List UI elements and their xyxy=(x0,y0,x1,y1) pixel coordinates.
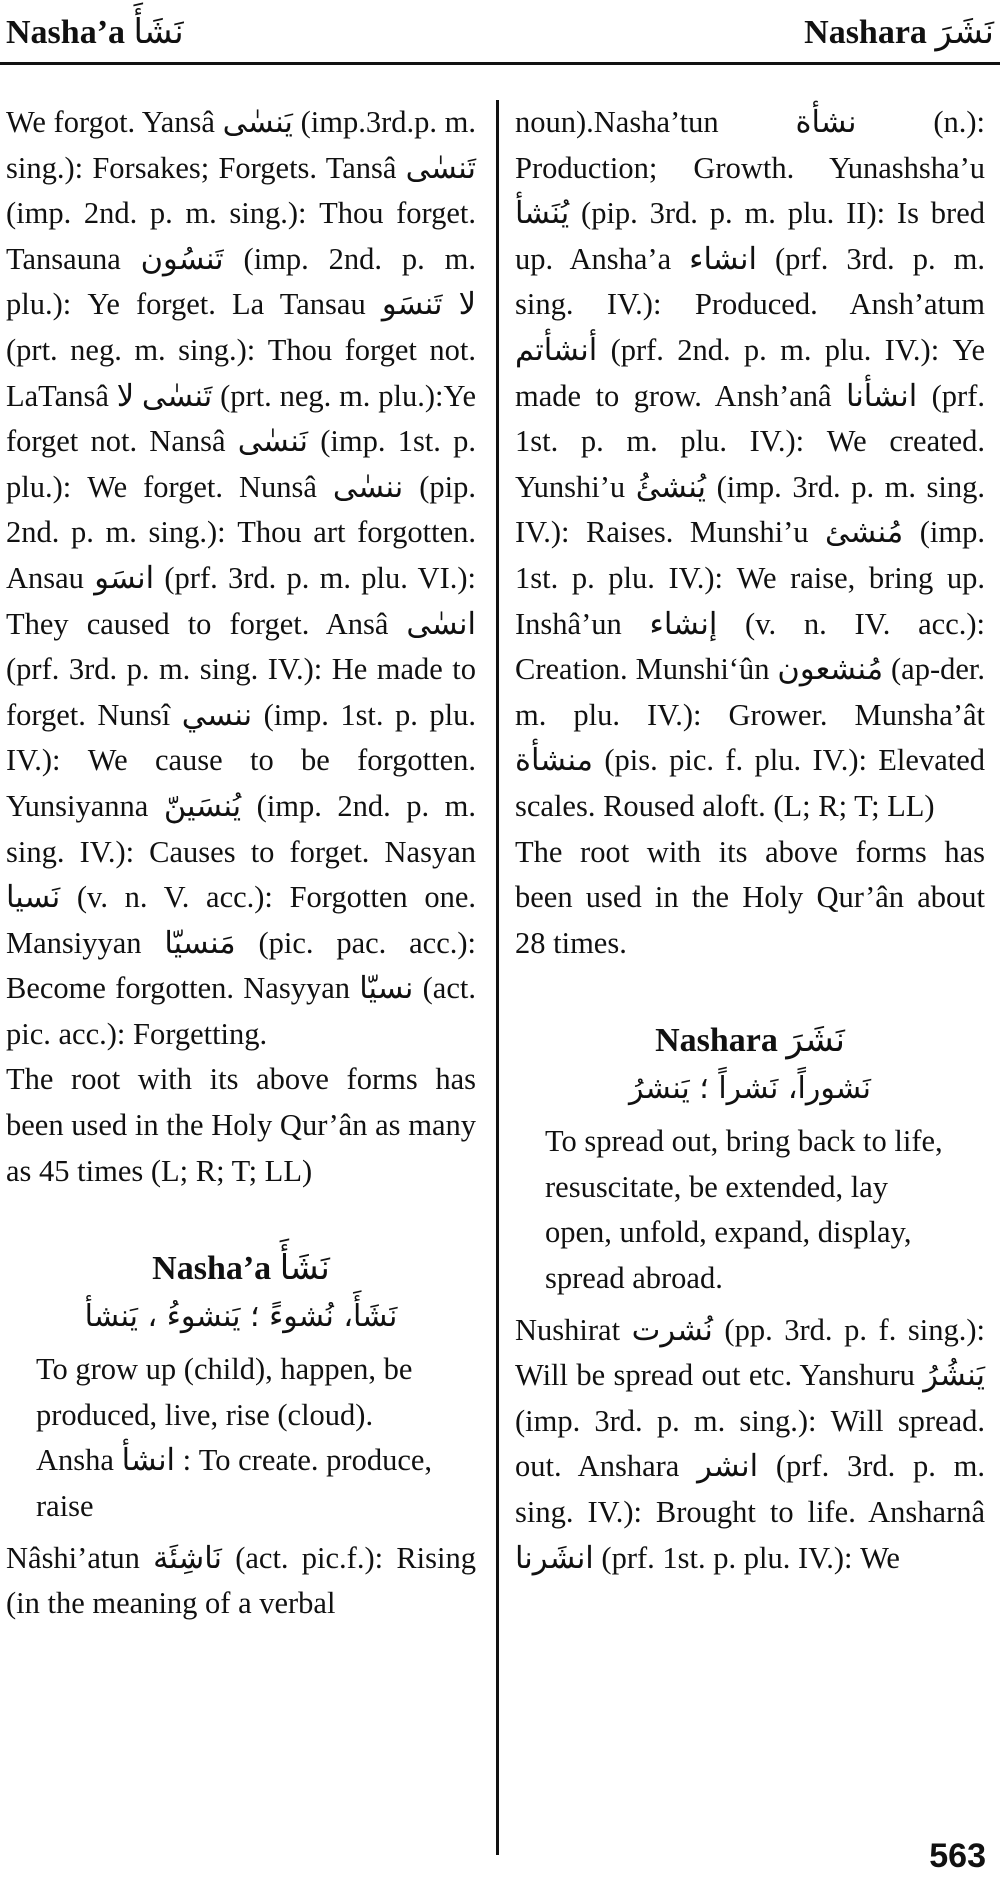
right-head-forms: نَشوراً، نَشراً ؛ يَنشرُ xyxy=(629,1071,871,1107)
left-entry-text: We forgot. Yansâ يَنسٰى (imp.3rd.p. m. sing.): Forsakes; Forgets. Tansâ تَنسٰى (imp. 2nd. p. m. sing.): Thou forget. Tansauna تَنسُون (imp. 2nd. p. m. plu.): Ye forget. La Tansau لا تَنسَو (prt. neg. m. sing.): Thou forget not. LaTansâ تَنسٰى لا (prt. neg. m. plu.):Ye forget not. Nansâ نَنسٰى (imp. 1st. p. plu.): We forget. Nunsâ ننسٰى (pip. 2nd. p. m. sing.): Thou art forgotten. Ansau انسَو (prf. 3rd. p. m. plu. VI.): They caused to forget. Ansâ انسٰى (prf. 3rd. p. m. sing. IV.): He made to forget. Nunsî ننسي (imp. 1st. p. plu. IV.): We cause to be forgotten. Yunsiyanna يُنسَينّ (imp. 2nd. p. m. sing. IV.): Causes to forget. Nasyan نَسيا (v. n. V. acc.): Forgotten one. Mansiyyan مَنسيّا (pic. pac. acc.): Become forgotten. Nasyyan نسيّا (act. pic. acc.): Forgetting. xyxy=(6,105,477,1051)
left-root-note: The root with its above forms has been used in the Holy Qur’ân as many as 45 times (L; R; T; LL) xyxy=(6,1062,476,1188)
right-entry-text: noun).Nasha’tun نشأة (n.): Production; Growth. Yunashsha’u يُنَشأ (pip. 3rd. p. m. plu. II): Is bred up. Ansha’a انشاء (prf. 3rd. p. m. sing. IV.): Produced. Ansh’atum أنشأتم (prf. 2nd. p. m. plu. IV.): Ye made to grow. Ansh’anâ انشأنا (prf. 1st. p. m. plu. IV.): We created. Yunshi’u يُنشئُ (imp. 3rd. p. m. sing. IV.): Raises. Munshi’u مُنشئ (imp. 1st. p. plu. IV.): We raise, bring up. Inshâ’un إنشاء (v. n. IV. acc.): Creation. Munshi‘ûn مُنشعون (ap-der. m. plu. IV.): Grower. Munsha’ât منشأة (pis. pic. f. plu. IV.): Elevated scales. Roused aloft. (L; R; T; LL) xyxy=(515,105,985,823)
right-root-note: The root with its above forms has been used in the Holy Qur’ân about 28 times. xyxy=(515,834,985,960)
right-head-word: Nashara xyxy=(655,1022,778,1060)
header-left-word: Nasha’a xyxy=(6,14,126,51)
page-number: 563 xyxy=(929,1837,986,1875)
right-head-arabic: نَشَرَ xyxy=(786,1020,845,1061)
left-head xyxy=(6,1244,476,1293)
left-head-arabic: نَشَأَ xyxy=(279,1248,330,1289)
header-right xyxy=(804,12,994,52)
left-head-forms: نَشَأَ، نُشوءً ؛ يَنشوءُ ، يَنشأ xyxy=(84,1299,398,1335)
right-column xyxy=(515,100,985,1581)
header-right-word: Nashara xyxy=(804,14,927,51)
column-divider xyxy=(496,100,499,1855)
left-column xyxy=(6,100,476,1627)
running-header xyxy=(0,0,1000,65)
header-left xyxy=(6,12,184,52)
header-right-arabic: نَشَرَ xyxy=(935,12,994,52)
right-tail-text: Nushirat نُشرت (pp. 3rd. p. f. sing.): Will be spread out etc. Yanshuru يَنشُرُ (imp. 3rd. p. m. sing.): Will spread. out. Anshara انشر (prf. 3rd. p. m. sing. IV.): Brought to life. Ansharnâ انشَرنا (prf. 1st. p. plu. IV.): We xyxy=(515,1312,985,1575)
left-definition: To grow up (child), happen, be produced, live, rise (cloud). Ansha انشأ : To create. produce, raise xyxy=(36,1352,433,1524)
right-head xyxy=(515,1016,985,1065)
left-head-word: Nasha’a xyxy=(152,1250,272,1288)
left-tail-text: Nâshi’atun نَاشِئَة (act. pic.f.): Rising (in the meaning of a verbal xyxy=(6,1540,477,1621)
right-definition: To spread out, bring back to life, resuscitate, be extended, lay open, unfold, expand, display, spread abroad. xyxy=(545,1124,943,1296)
header-left-arabic: نَشَأَ xyxy=(133,12,184,52)
